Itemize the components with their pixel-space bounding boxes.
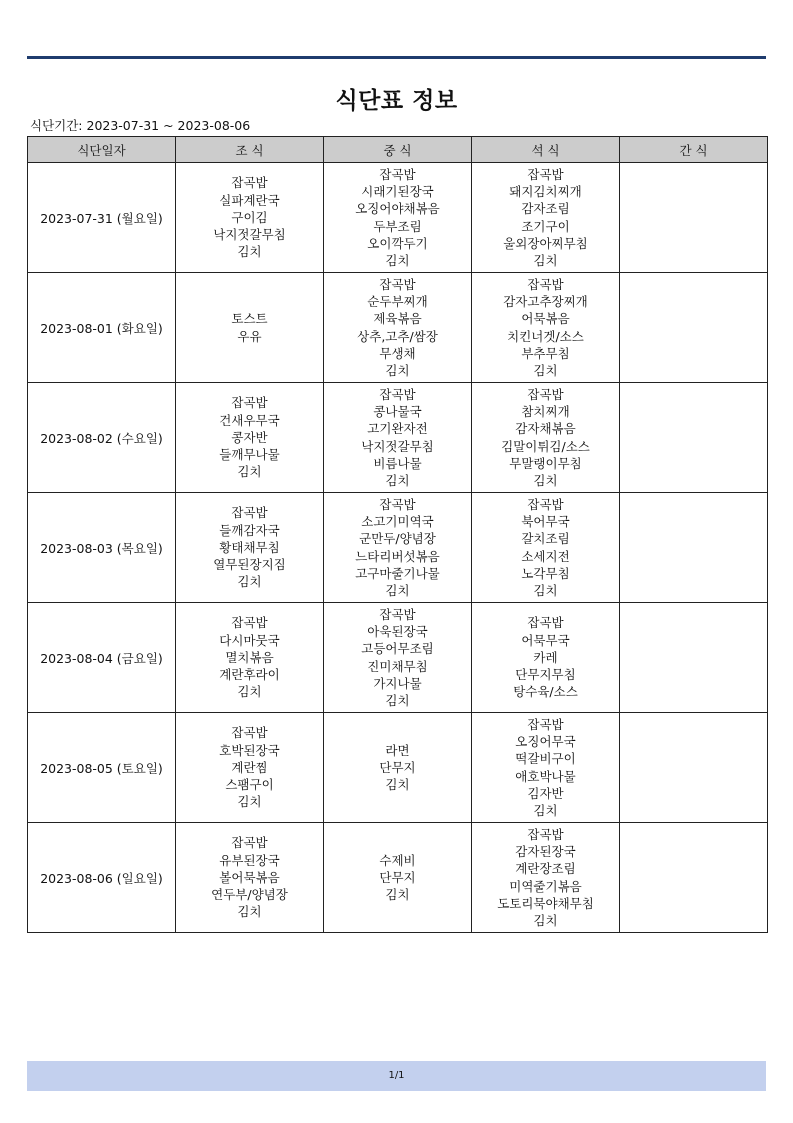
menu-item: 오징어무국 bbox=[515, 733, 576, 749]
menu-item: 군만두/양념장 bbox=[359, 531, 436, 547]
menu-item: 단무지무침 bbox=[515, 667, 576, 683]
menu-item: 애호박나물 bbox=[515, 768, 576, 784]
menu-item: 비름나물 bbox=[373, 455, 422, 471]
meal-period: 식단기간: 2023-07-31 ~ 2023-08-06 bbox=[30, 118, 251, 133]
menu-item: 볼어묵볶음 bbox=[219, 869, 280, 885]
menu-item: 울외장아찌무침 bbox=[503, 235, 588, 251]
breakfast-cell bbox=[176, 713, 324, 823]
menu-item: 잡곡밥 bbox=[527, 826, 564, 842]
menu-item: 다시마뭇국 bbox=[219, 632, 280, 648]
snack-cell bbox=[620, 383, 768, 493]
table-row bbox=[28, 163, 768, 273]
snack-cell bbox=[620, 823, 768, 933]
snack-cell bbox=[620, 713, 768, 823]
breakfast-cell bbox=[176, 163, 324, 273]
menu-item: 순두부찌개 bbox=[367, 293, 428, 309]
menu-item: 잡곡밥 bbox=[379, 276, 416, 292]
menu-item: 김치 bbox=[237, 574, 262, 590]
date-cell: 2023-08-03 (목요일) bbox=[28, 493, 176, 603]
menu-item: 김치 bbox=[385, 363, 410, 379]
snack-cell bbox=[620, 273, 768, 383]
menu-item: 진미채무침 bbox=[367, 658, 428, 674]
table-row bbox=[28, 603, 768, 713]
breakfast-cell bbox=[176, 823, 324, 933]
date-cell: 2023-08-01 (화요일) bbox=[28, 273, 176, 383]
menu-item: 참치찌개 bbox=[521, 403, 570, 419]
menu-item: 계란장조림 bbox=[515, 861, 576, 877]
lunch-cell bbox=[324, 383, 472, 493]
menu-item: 미역줄기볶음 bbox=[509, 878, 582, 894]
top-rule bbox=[27, 56, 766, 59]
menu-item: 노각무침 bbox=[521, 565, 570, 581]
menu-item: 김말이튀김/소스 bbox=[501, 438, 590, 454]
menu-item: 건새우무국 bbox=[219, 412, 280, 428]
page-number: 1/1 bbox=[388, 1070, 405, 1081]
lunch-cell bbox=[324, 273, 472, 383]
menu-item: 멸치볶음 bbox=[225, 649, 274, 665]
menu-item: 잡곡밥 bbox=[379, 166, 416, 182]
menu-item: 어묵볶음 bbox=[521, 311, 570, 327]
menu-item: 잡곡밥 bbox=[527, 386, 564, 402]
dinner-cell bbox=[472, 713, 620, 823]
menu-item: 잡곡밥 bbox=[527, 615, 564, 631]
menu-item: 김치 bbox=[533, 583, 558, 599]
table-body bbox=[28, 163, 768, 933]
menu-item: 탕수육/소스 bbox=[513, 684, 578, 700]
menu-item: 잡곡밥 bbox=[527, 716, 564, 732]
lunch-cell bbox=[324, 823, 472, 933]
menu-item: 무생채 bbox=[379, 345, 416, 361]
menu-item: 들깨감자국 bbox=[219, 522, 280, 538]
menu-item: 잡곡밥 bbox=[527, 166, 564, 182]
menu-item: 스팸구이 bbox=[225, 777, 274, 793]
menu-item: 느타리버섯볶음 bbox=[355, 548, 440, 564]
menu-item: 계란찜 bbox=[231, 759, 268, 775]
date-cell: 2023-07-31 (월요일) bbox=[28, 163, 176, 273]
snack-cell bbox=[620, 163, 768, 273]
menu-item: 들깨무나물 bbox=[219, 447, 280, 463]
table-row bbox=[28, 383, 768, 493]
menu-item: 김치 bbox=[533, 363, 558, 379]
menu-item: 고구마줄기나물 bbox=[355, 565, 440, 581]
menu-item: 잡곡밥 bbox=[231, 395, 268, 411]
menu-item: 시래기된장국 bbox=[361, 183, 434, 199]
header-snack: 간 식 bbox=[620, 137, 768, 163]
menu-item: 잡곡밥 bbox=[231, 175, 268, 191]
dinner-cell bbox=[472, 163, 620, 273]
menu-item: 고기완자전 bbox=[367, 421, 428, 437]
menu-item: 호박된장국 bbox=[219, 742, 280, 758]
menu-item: 김치 bbox=[533, 473, 558, 489]
footer-bar bbox=[27, 1061, 766, 1091]
menu-item: 열무된장지짐 bbox=[213, 557, 286, 573]
menu-item: 북어무국 bbox=[521, 513, 570, 529]
menu-item: 유부된장국 bbox=[219, 852, 280, 868]
table-row bbox=[28, 493, 768, 603]
menu-item: 김치 bbox=[533, 803, 558, 819]
menu-item: 감자된장국 bbox=[515, 843, 576, 859]
menu-item: 상추,고추/쌈장 bbox=[357, 328, 438, 344]
menu-item: 어묵무국 bbox=[521, 632, 570, 648]
page-title: 식단표 정보 bbox=[335, 88, 458, 114]
menu-item: 잡곡밥 bbox=[231, 615, 268, 631]
header-breakfast: 조 식 bbox=[176, 137, 324, 163]
menu-item: 도토리묵야채무침 bbox=[497, 895, 594, 911]
menu-item: 김치 bbox=[385, 777, 410, 793]
menu-item: 김치 bbox=[385, 473, 410, 489]
menu-item: 조기구이 bbox=[521, 218, 570, 234]
menu-item: 감자조림 bbox=[521, 201, 570, 217]
menu-item: 감자채볶음 bbox=[515, 421, 576, 437]
menu-item: 수제비 bbox=[379, 852, 416, 868]
dinner-cell bbox=[472, 823, 620, 933]
breakfast-cell bbox=[176, 273, 324, 383]
menu-item: 김자반 bbox=[527, 785, 564, 801]
menu-item: 제육볶음 bbox=[373, 311, 422, 327]
menu-item: 무말랭이무침 bbox=[509, 455, 582, 471]
menu-item: 잡곡밥 bbox=[231, 835, 268, 851]
header-dinner: 석 식 bbox=[472, 137, 620, 163]
lunch-cell bbox=[324, 603, 472, 713]
breakfast-cell bbox=[176, 383, 324, 493]
menu-item: 구이김 bbox=[231, 209, 268, 225]
menu-item: 치킨너겟/소스 bbox=[507, 328, 584, 344]
menu-item: 김치 bbox=[533, 253, 558, 269]
table-row bbox=[28, 713, 768, 823]
menu-item: 떡갈비구이 bbox=[515, 751, 576, 767]
date-cell: 2023-08-05 (토요일) bbox=[28, 713, 176, 823]
table-row bbox=[28, 823, 768, 933]
menu-item: 잡곡밥 bbox=[231, 725, 268, 741]
menu-item: 우유 bbox=[237, 328, 262, 344]
header-date: 식단일자 bbox=[28, 137, 176, 163]
meal-table bbox=[27, 136, 768, 933]
menu-item: 잡곡밥 bbox=[379, 386, 416, 402]
menu-item: 토스트 bbox=[231, 311, 268, 327]
menu-item: 갈치조림 bbox=[521, 531, 570, 547]
menu-item: 단무지 bbox=[379, 869, 416, 885]
menu-item: 낙지젓갈무침 bbox=[213, 227, 286, 243]
menu-item: 황태채무침 bbox=[219, 539, 280, 555]
menu-item: 김치 bbox=[237, 244, 262, 260]
lunch-cell bbox=[324, 163, 472, 273]
dinner-cell bbox=[472, 493, 620, 603]
menu-item: 소세지전 bbox=[521, 548, 570, 564]
menu-item: 김치 bbox=[237, 464, 262, 480]
lunch-cell bbox=[324, 493, 472, 603]
menu-item: 콩자반 bbox=[231, 429, 268, 445]
dinner-cell bbox=[472, 383, 620, 493]
menu-item: 잡곡밥 bbox=[527, 276, 564, 292]
menu-item: 가지나물 bbox=[373, 675, 422, 691]
lunch-cell bbox=[324, 713, 472, 823]
menu-item: 두부조림 bbox=[373, 218, 422, 234]
menu-item: 김치 bbox=[385, 887, 410, 903]
menu-item: 김치 bbox=[237, 684, 262, 700]
breakfast-cell bbox=[176, 493, 324, 603]
menu-item: 잡곡밥 bbox=[231, 505, 268, 521]
header-lunch: 중 식 bbox=[324, 137, 472, 163]
date-cell: 2023-08-06 (일요일) bbox=[28, 823, 176, 933]
header-row bbox=[28, 137, 768, 163]
menu-item: 오징어야채볶음 bbox=[355, 201, 440, 217]
menu-item: 잡곡밥 bbox=[379, 606, 416, 622]
menu-item: 잡곡밥 bbox=[527, 496, 564, 512]
menu-item: 잡곡밥 bbox=[379, 496, 416, 512]
menu-item: 연두부/양념장 bbox=[211, 887, 288, 903]
menu-item: 고등어무조림 bbox=[361, 641, 434, 657]
table-header bbox=[28, 137, 768, 163]
menu-item: 부추무침 bbox=[521, 345, 570, 361]
menu-item: 김치 bbox=[385, 693, 410, 709]
menu-item: 실파계란국 bbox=[219, 192, 280, 208]
menu-item: 오이깍두기 bbox=[367, 235, 428, 251]
menu-item: 낙지젓갈무침 bbox=[361, 438, 434, 454]
menu-item: 아욱된장국 bbox=[367, 623, 428, 639]
date-cell: 2023-08-04 (금요일) bbox=[28, 603, 176, 713]
menu-item: 김치 bbox=[237, 904, 262, 920]
menu-item: 김치 bbox=[533, 913, 558, 929]
menu-item: 김치 bbox=[385, 253, 410, 269]
menu-item: 라면 bbox=[385, 742, 410, 758]
menu-item: 계란후라이 bbox=[219, 667, 280, 683]
menu-item: 김치 bbox=[385, 583, 410, 599]
snack-cell bbox=[620, 603, 768, 713]
snack-cell bbox=[620, 493, 768, 603]
menu-item: 소고기미역국 bbox=[361, 513, 434, 529]
dinner-cell bbox=[472, 603, 620, 713]
menu-item: 단무지 bbox=[379, 759, 416, 775]
dinner-cell bbox=[472, 273, 620, 383]
menu-item: 콩나물국 bbox=[373, 403, 422, 419]
menu-item: 김치 bbox=[237, 794, 262, 810]
breakfast-cell bbox=[176, 603, 324, 713]
menu-item: 돼지김치찌개 bbox=[509, 183, 582, 199]
date-cell: 2023-08-02 (수요일) bbox=[28, 383, 176, 493]
menu-item: 카레 bbox=[533, 649, 558, 665]
table-row bbox=[28, 273, 768, 383]
menu-item: 감자고추장찌개 bbox=[503, 293, 588, 309]
